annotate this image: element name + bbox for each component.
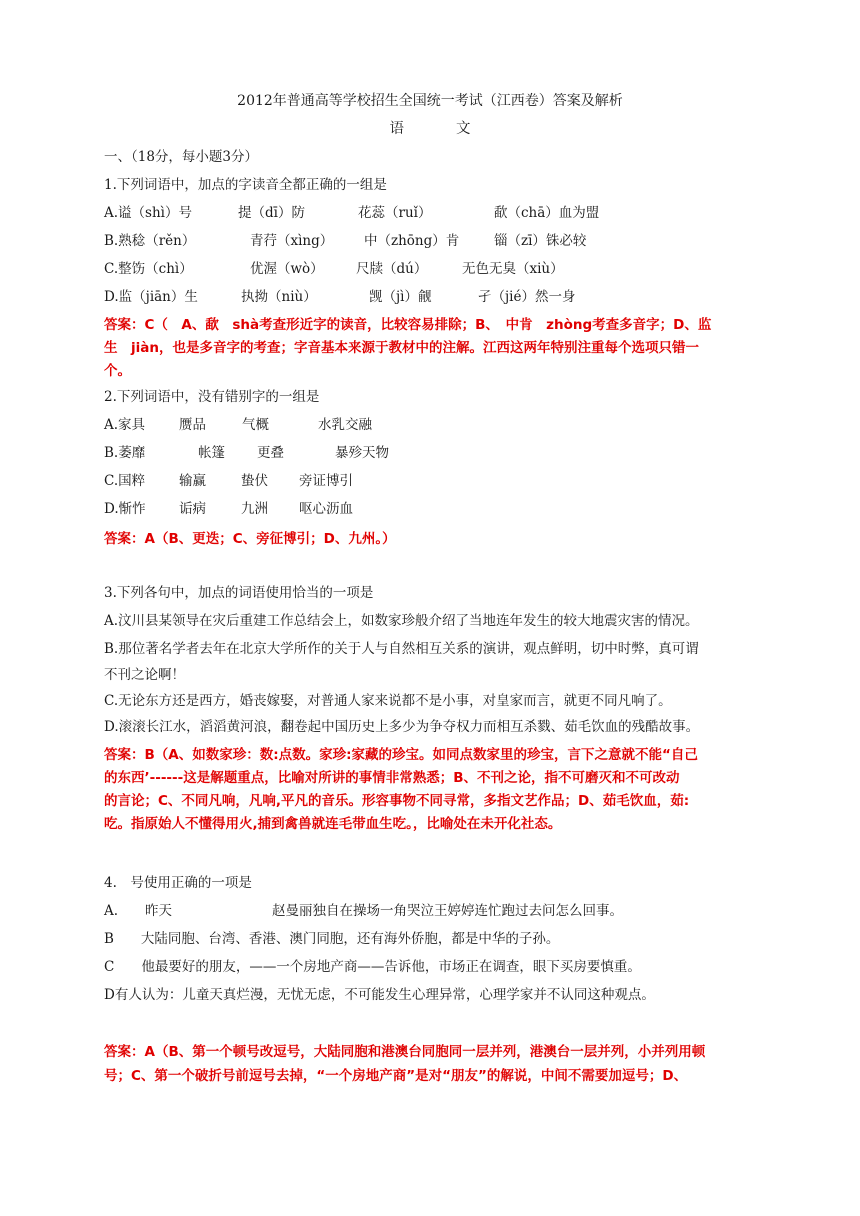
q4-answer-line-1: 答案：A（B、第一个顿号改逗号，大陆同胞和港澳台同胞同一层并列，港澳台一层并列，小并列用顿 [104, 1044, 706, 1060]
q1-answer-line-1: 答案：C（ A、歃 shà考查形近字的读音，比较容易排除；B、 中肯 zhòng考查多音字；D、监 [104, 317, 712, 333]
q1-a-1: A.谥（shì）号 [104, 205, 192, 221]
q1-a-4: 歃（chā）血为盟 [494, 205, 600, 221]
q1-d-4: 孑（jié）然一身 [478, 289, 576, 305]
q2-d-3: 九洲 [241, 501, 268, 517]
q4-answer-line-2: 号；C、第一个破折号前逗号去掉，“一个房地产商”是对“朋友”的解说，中间不需要加逗号；D、 [104, 1068, 688, 1084]
q2-c-4: 旁证博引 [299, 473, 353, 489]
q2-c-1: C.国粹 [104, 473, 146, 489]
q3-option-d: D.滚滚长江水，滔滔黄河浪，翻卷起中国历史上多少为争夺权力而相互杀戮、茹毛饮血的残酷故事。 [104, 719, 700, 735]
q1-b-3: 中（zhōng）肯 [364, 233, 460, 249]
subject-heading [0, 117, 860, 138]
q1-b-1: B.熟稔（rěn） [104, 233, 196, 249]
q4-a-1: A. 昨天 [104, 903, 173, 919]
q1-c-1: C.整饬（chì） [104, 261, 193, 277]
q3-answer-line-3: 的言论；C、不同凡响，凡响,平凡的音乐。形容事物不同寻常，多指文艺作品；D、茹毛饮血，茹: [104, 793, 690, 809]
q2-option-c [104, 472, 353, 490]
q1-d-1: D.监（jiān）生 [104, 289, 198, 305]
q3-option-b-line-2: 不刊之论啊！ [104, 667, 185, 683]
q2-a-2: 赝品 [179, 417, 206, 433]
q2-b-3: 更叠 [257, 445, 284, 461]
q2-a-4: 水乳交融 [318, 417, 372, 433]
q1-option-d [104, 288, 576, 306]
q1-answer-line-3: 个。 [104, 363, 131, 379]
q2-option-a [104, 416, 372, 434]
q4-option-d: D有人认为：儿童天真烂漫，无忧无虑，不可能发生心理异常，心理学家并不认同这种观点。 [104, 987, 655, 1003]
q2-d-1: D.惭怍 [104, 501, 146, 517]
q2-a-3: 气概 [242, 417, 269, 433]
q2-b-2: 帐篷 [198, 445, 225, 461]
q3-option-c: C.无论东方还是西方，婚丧嫁娶，对普通人家来说都不是小事，对皇家而言，就更不同凡响了。 [104, 693, 672, 709]
q2-b-1: B.萎靡 [104, 445, 146, 461]
q4-a-2: 赵曼丽独自在操场一角哭泣王婷婷连忙跑过去问怎么回事。 [272, 903, 623, 919]
q1-c-3: 尺牍（dú） [356, 261, 428, 277]
q2-a-1: A.家具 [104, 417, 146, 433]
q1-option-c [104, 260, 564, 278]
q4-option-b: B 大陆同胞、台湾、香港、澳门同胞，还有海外侨胞，都是中华的子孙。 [104, 931, 560, 947]
q2-d-4: 呕心沥血 [299, 501, 353, 517]
q4-answer [104, 1040, 772, 1088]
q3-answer-line-4: 吃。指原始人不懂得用火,捕到禽兽就连毛带血生吃。，比喻处在未开化社态。 [104, 816, 562, 832]
q1-b-4: 锱（zī）铢必较 [494, 233, 587, 249]
q3-stem: 3.下列各句中，加点的词语使用恰当的一项是 [104, 585, 374, 601]
q2-answer: 答案：A（B、更迭；C、旁征博引；D、九州。） [104, 531, 396, 547]
q1-stem: 1.下列词语中，加点的字读音全都正确的一组是 [104, 177, 387, 193]
section-heading: 一、（18分，每小题3分） [104, 149, 259, 165]
q2-b-4: 暴殄天物 [335, 445, 389, 461]
q1-a-3: 花蕊（ruǐ） [358, 205, 432, 221]
q1-answer-line-2: 生 jiàn，也是多音字的考查；字音基本来源于教材中的注解。江西这两年特别注重每个选项只错一 [104, 340, 699, 356]
q3-answer [104, 744, 772, 836]
q1-b-2: 青荇（xìng） [250, 233, 334, 249]
q3-option-b-line-1: B.那位著名学者去年在北京大学所作的关于人与自然相互关系的演讲，观点鲜明，切中时弊，真可谓 [104, 641, 699, 657]
q2-d-2: 诟病 [179, 501, 206, 517]
q4-stem: 4. 号使用正确的一项是 [104, 875, 252, 891]
q1-d-2: 执拗（niù） [241, 289, 317, 305]
q2-stem: 2.下列词语中，没有错别字的一组是 [104, 389, 320, 405]
q1-c-4: 无色无臭（xiù） [462, 261, 564, 277]
q3-option-a: A.汶川县某领导在灾后重建工作总结会上，如数家珍般介绍了当地连年发生的较大地震灾害的情况。 [104, 613, 699, 629]
q3-answer-line-2: 的东西’------这是解题重点，比喻对所讲的事情非常熟悉；B、不刊之论，指不可磨灭和不可改动 [104, 770, 680, 786]
q1-c-2: 优渥（wò） [250, 261, 324, 277]
q1-d-3: 觊（jì）觎 [369, 289, 432, 305]
q1-a-2: 提（dī）防 [238, 205, 305, 221]
q1-option-a [104, 204, 599, 222]
q2-c-3: 蛰伏 [241, 473, 268, 489]
q1-option-b [104, 232, 586, 250]
q4-option-a [104, 902, 623, 920]
subject-char-1: 语 [389, 121, 404, 137]
q3-answer-line-1: 答案：B（A、如数家珍：数:点数。家珍:家藏的珍宝。如同点数家里的珍宝，言下之意就不能“自己 [104, 747, 698, 763]
q4-option-c: C 他最要好的朋友，——一个房地产商——告诉他，市场正在调查，眼下买房要慎重。 [104, 959, 641, 975]
subject-char-2: 文 [456, 121, 471, 137]
q1-answer [104, 314, 772, 383]
q2-option-b [104, 444, 389, 462]
q2-c-2: 输赢 [179, 473, 206, 489]
page-title: 2012年普通高等学校招生全国统一考试（江西卷）答案及解析 [237, 93, 623, 109]
q2-option-d [104, 500, 353, 518]
